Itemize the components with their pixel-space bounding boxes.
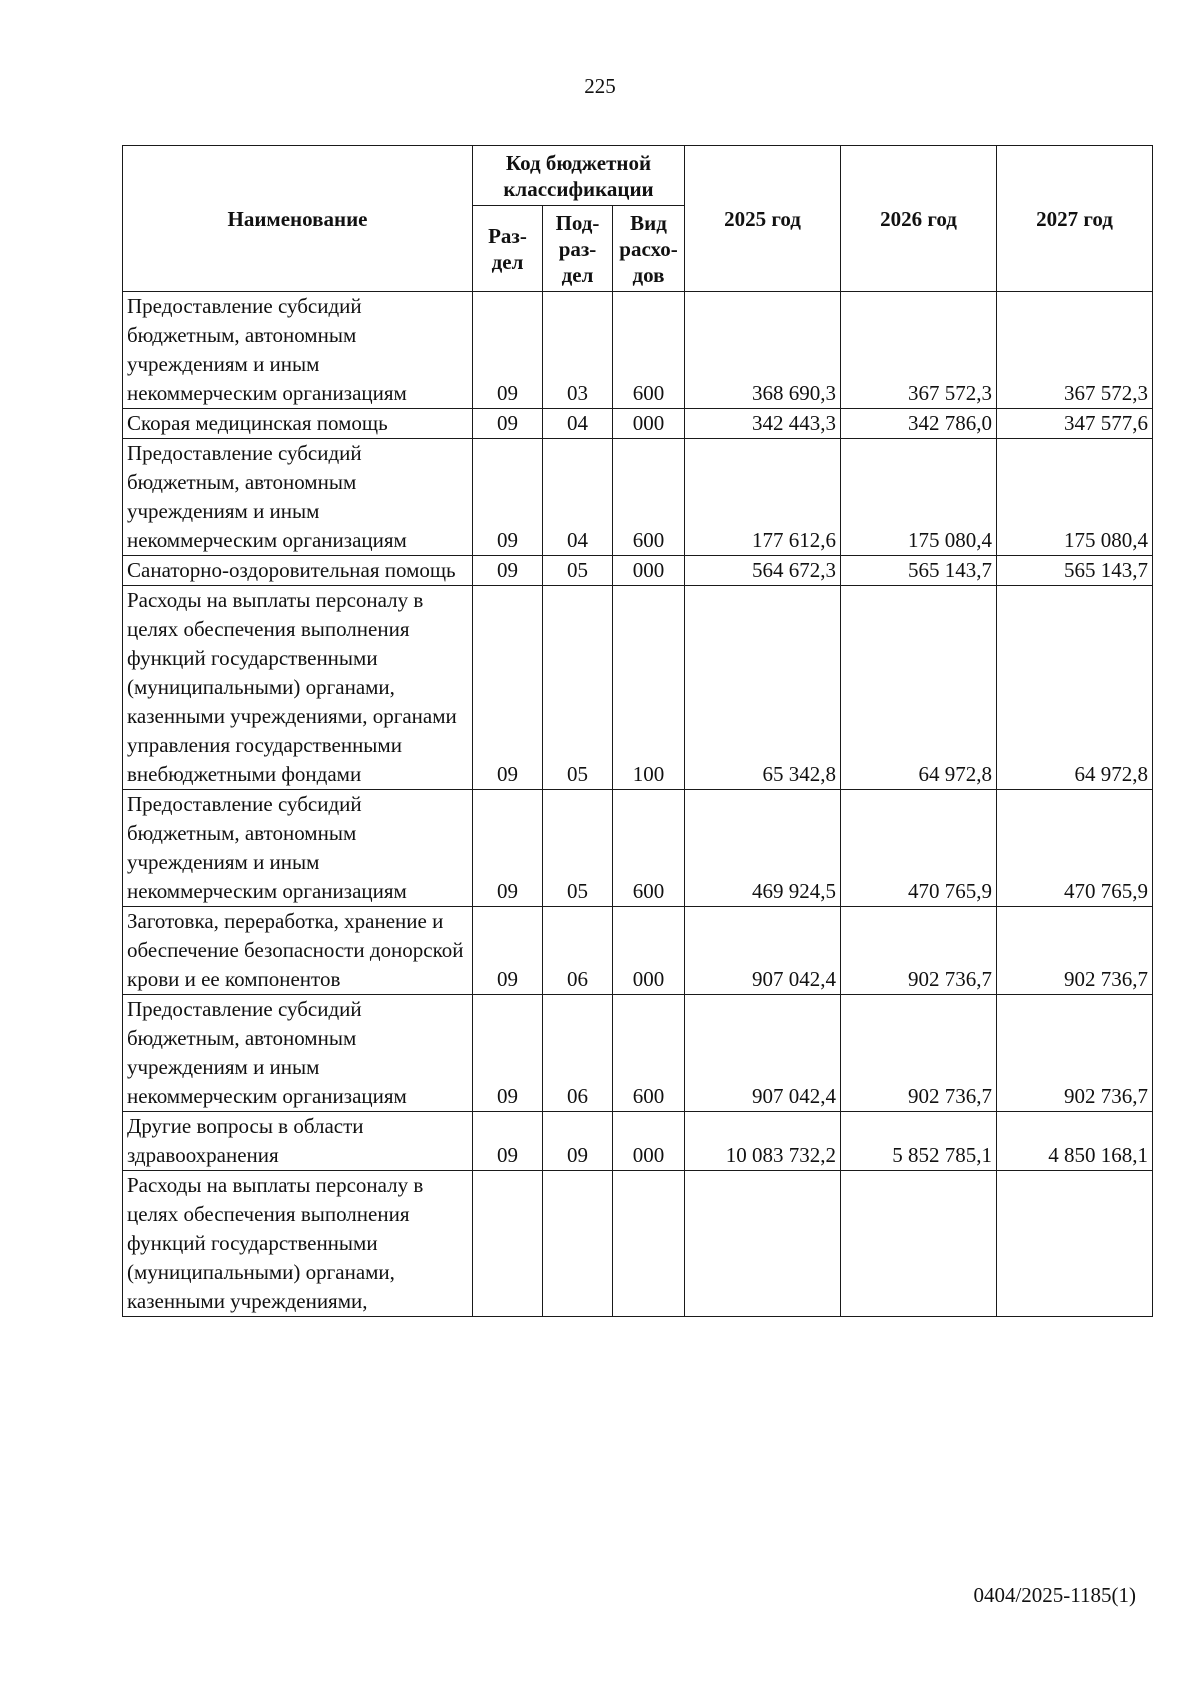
- row-section: 09: [473, 907, 543, 995]
- table-row: [123, 1171, 1153, 1317]
- header-year-2026: 2026 год: [841, 146, 997, 292]
- row-name: Предоставление субсидий бюджетным, автономным учреждениям и иным некоммерческим организациям: [123, 995, 473, 1112]
- row-section: 09: [473, 995, 543, 1112]
- row-section: 09: [473, 292, 543, 409]
- row-value-2026: 367 572,3: [841, 292, 997, 409]
- row-value-2025: 10 083 732,2: [685, 1112, 841, 1171]
- row-value-2026: 342 786,0: [841, 409, 997, 439]
- row-value-2025: 177 612,6: [685, 439, 841, 556]
- header-year-2025: 2025 год: [685, 146, 841, 292]
- row-value-2025: 564 672,3: [685, 556, 841, 586]
- row-name: Предоставление субсидий бюджетным, автономным учреждениям и иным некоммерческим организациям: [123, 790, 473, 907]
- row-expense-type: 000: [613, 556, 685, 586]
- table-row: [123, 995, 1153, 1112]
- row-name: Другие вопросы в области здравоохранения: [123, 1112, 473, 1171]
- header-year-2027: 2027 год: [997, 146, 1153, 292]
- row-subsection: 09: [543, 1112, 613, 1171]
- row-name: Скорая медицинская помощь: [123, 409, 473, 439]
- budget-table: [122, 145, 1153, 1317]
- row-section: 09: [473, 439, 543, 556]
- table-row: [123, 292, 1153, 409]
- row-value-2025: 469 924,5: [685, 790, 841, 907]
- table-row: [123, 439, 1153, 556]
- row-subsection: 05: [543, 790, 613, 907]
- row-name: Предоставление субсидий бюджетным, автономным учреждениям и иным некоммерческим организациям: [123, 292, 473, 409]
- row-value-2026: 565 143,7: [841, 556, 997, 586]
- row-name: Расходы на выплаты персоналу в целях обеспечения выполнения функций государственными (муниципальными) органами, казенными учреждениями, органами управления государственными внебюджетными фондами: [123, 586, 473, 790]
- row-value-2026: 902 736,7: [841, 995, 997, 1112]
- row-value-2027: 902 736,7: [997, 995, 1153, 1112]
- row-value-2027: [997, 1171, 1153, 1317]
- row-value-2027: 4 850 168,1: [997, 1112, 1153, 1171]
- row-value-2025: 907 042,4: [685, 907, 841, 995]
- row-subsection: 04: [543, 439, 613, 556]
- header-name: Наименование: [123, 146, 473, 292]
- row-value-2026: 175 080,4: [841, 439, 997, 556]
- row-expense-type: 600: [613, 439, 685, 556]
- row-section: 09: [473, 409, 543, 439]
- row-expense-type: 000: [613, 1112, 685, 1171]
- row-value-2026: [841, 1171, 997, 1317]
- header-section: Раз-дел: [473, 206, 543, 292]
- row-value-2027: 64 972,8: [997, 586, 1153, 790]
- row-value-2026: 64 972,8: [841, 586, 997, 790]
- row-value-2025: 342 443,3: [685, 409, 841, 439]
- header-expense-type: Вид расхо-дов: [613, 206, 685, 292]
- row-value-2025: 65 342,8: [685, 586, 841, 790]
- row-value-2027: 565 143,7: [997, 556, 1153, 586]
- row-expense-type: 100: [613, 586, 685, 790]
- row-subsection: 03: [543, 292, 613, 409]
- row-section: [473, 1171, 543, 1317]
- row-value-2026: 902 736,7: [841, 907, 997, 995]
- row-subsection: 05: [543, 586, 613, 790]
- row-expense-type: 600: [613, 995, 685, 1112]
- row-name: Санаторно-оздоровительная помощь: [123, 556, 473, 586]
- row-expense-type: [613, 1171, 685, 1317]
- row-section: 09: [473, 790, 543, 907]
- row-value-2027: 347 577,6: [997, 409, 1153, 439]
- row-subsection: [543, 1171, 613, 1317]
- table-body: [123, 292, 1153, 1317]
- row-value-2026: 470 765,9: [841, 790, 997, 907]
- row-subsection: 06: [543, 995, 613, 1112]
- row-name: Расходы на выплаты персоналу в целях обеспечения выполнения функций государственными (муниципальными) органами, казенными учреждениями,: [123, 1171, 473, 1317]
- header-subsection: Под-раз-дел: [543, 206, 613, 292]
- row-value-2027: 470 765,9: [997, 790, 1153, 907]
- row-expense-type: 000: [613, 907, 685, 995]
- table-row: [123, 586, 1153, 790]
- row-name: Заготовка, переработка, хранение и обеспечение безопасности донорской крови и ее компонентов: [123, 907, 473, 995]
- table-row: [123, 556, 1153, 586]
- table-row: [123, 790, 1153, 907]
- row-subsection: 06: [543, 907, 613, 995]
- row-section: 09: [473, 556, 543, 586]
- table-row: [123, 907, 1153, 995]
- document-id: 0404/2025-1185(1): [973, 1583, 1136, 1607]
- page-number: 225: [584, 74, 616, 98]
- row-expense-type: 000: [613, 409, 685, 439]
- row-value-2025: 368 690,3: [685, 292, 841, 409]
- row-value-2027: 902 736,7: [997, 907, 1153, 995]
- row-name: Предоставление субсидий бюджетным, автономным учреждениям и иным некоммерческим организациям: [123, 439, 473, 556]
- row-expense-type: 600: [613, 790, 685, 907]
- row-subsection: 05: [543, 556, 613, 586]
- row-value-2025: 907 042,4: [685, 995, 841, 1112]
- row-subsection: 04: [543, 409, 613, 439]
- row-section: 09: [473, 1112, 543, 1171]
- table-row: [123, 1112, 1153, 1171]
- row-value-2027: 175 080,4: [997, 439, 1153, 556]
- header-code-group: Код бюджетной классификации: [473, 146, 685, 206]
- row-section: 09: [473, 586, 543, 790]
- row-expense-type: 600: [613, 292, 685, 409]
- table-row: [123, 409, 1153, 439]
- row-value-2027: 367 572,3: [997, 292, 1153, 409]
- row-value-2026: 5 852 785,1: [841, 1112, 997, 1171]
- row-value-2025: [685, 1171, 841, 1317]
